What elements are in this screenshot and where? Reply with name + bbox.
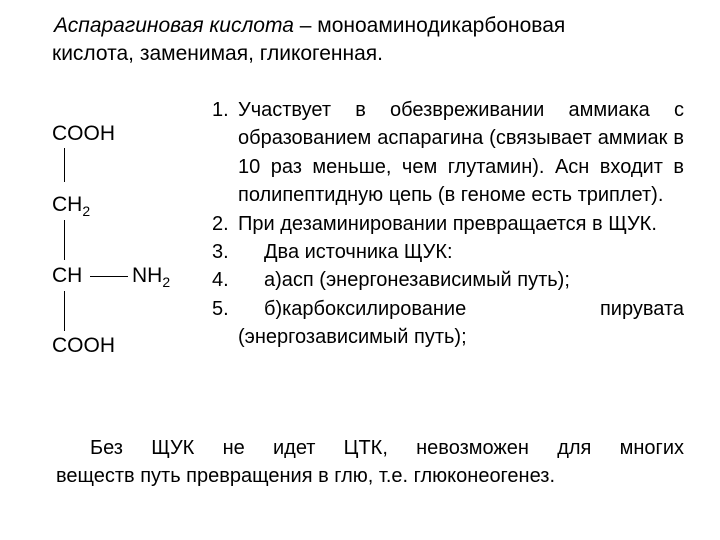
formula-ch2 (52, 193, 90, 217)
ch2-subscript: 2 (82, 203, 91, 219)
nh2-base: NH (132, 264, 163, 287)
list-number: 5. (212, 297, 229, 320)
list-item-text: а)асп (энергонезависимый путь); (264, 269, 570, 292)
list-number: 1. (212, 99, 229, 121)
bond-ch2-ch (64, 220, 65, 260)
intro-dash: – (293, 14, 318, 37)
numbered-list (206, 96, 684, 352)
list-item-text: При дезаминировании превращается в ЩУК. (238, 212, 657, 235)
ch2-base: CH (52, 193, 83, 216)
outro-paragraph (56, 434, 684, 490)
list-item (206, 238, 684, 266)
list-item (206, 295, 684, 352)
term-aspartic-acid: Аспарагиновая кислота (54, 14, 294, 37)
formula-nh2 (132, 264, 170, 288)
nh2-subscript: 2 (162, 274, 171, 290)
list-item (206, 210, 684, 238)
list-item (206, 266, 684, 294)
formula-bottom-cooh: COOH (52, 334, 115, 357)
list-number: 3. (212, 241, 229, 264)
bond-cooh-ch2 (64, 148, 65, 182)
list-number: 4. (212, 269, 229, 292)
intro-definition: моноаминодикарбоновая (317, 14, 566, 37)
formula-top-cooh: COOH (52, 122, 115, 145)
formula-ch: CH (52, 264, 83, 287)
intro-line-2: кислота, заменимая, гликогенная. (52, 42, 384, 65)
structural-formula (0, 0, 200, 370)
list-item-text: Два источника ЩУК: (264, 241, 453, 264)
outro-line-1: Без ЩУК не идет ЦТК, невозможен для многих (90, 437, 684, 459)
list-item-continuation: (энергозависимый путь); (238, 326, 467, 349)
outro-line-2: веществ путь превращения в глю, т.е. глюконеогенез. (56, 465, 555, 487)
list-item-text: Участвует в обезвреживании аммиака с образованием аспарагина (связывает аммиак в 10 раз меньше, чем глутамин). Асн входит в полипептидную цепь (в геноме есть триплет). (238, 99, 684, 207)
list-item (206, 96, 684, 210)
list-item-text: б)карбоксилирование пирувата (264, 297, 684, 320)
list-number: 2. (212, 212, 229, 235)
bond-ch-cooh (64, 291, 65, 331)
bond-ch-nh2 (90, 276, 128, 277)
